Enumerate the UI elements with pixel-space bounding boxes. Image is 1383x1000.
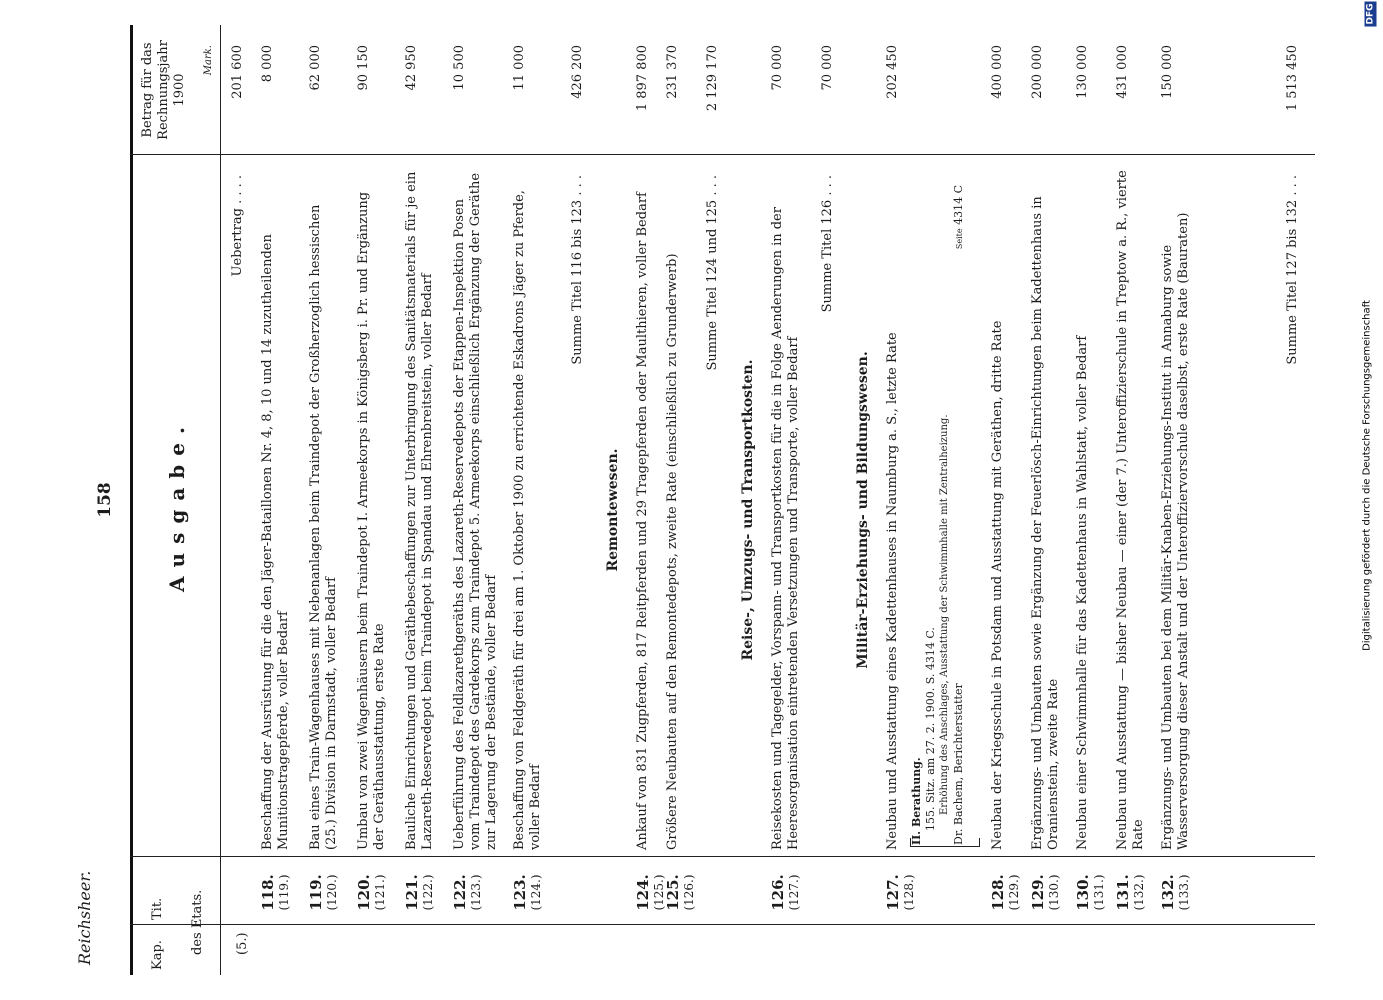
- subsection-title: Militär-Erziehungs- und Bildungswesen.: [855, 351, 871, 669]
- uebertrag-label: Uebertrag . . . .: [230, 175, 245, 277]
- note-line: 155. Sitz. am 27. 2. 1900. S. 4314 C.: [924, 627, 937, 831]
- row-amount: 130 000: [1075, 45, 1090, 99]
- row-amount: 400 000: [990, 45, 1005, 99]
- row-amount: 42 950: [404, 45, 419, 91]
- title-number: 123. (124.): [511, 874, 543, 911]
- uebertrag-amount: 201 600: [230, 45, 245, 99]
- row-text: Neubau der Kriegsschule in Potsdam und Ausstattung mit Geräthen, dritte Rate: [990, 320, 1005, 850]
- row-text: Ergänzungs- und Umbauten sowie Ergänzung der Feuerlösch-Einrichtungen beim Kadettenhaus in Oranienstein, zweite Rate: [1030, 196, 1061, 850]
- page-number: 158: [95, 482, 115, 518]
- subsection-title: Remontewesen.: [605, 448, 621, 572]
- title-number: 132. (133.): [1159, 874, 1191, 911]
- note-line: [952, 185, 967, 845]
- row-text: Bauliche Einrichtungen und Geräthebeschaffungen zur Unterbringung des Sanitätsmaterials für je ein Lazareth-Reservedepot beim Traindepot in Spandau und Ehrenbreitstein, voller Bedarf: [404, 171, 435, 850]
- title-number: 125. (126.): [664, 874, 696, 911]
- row-text: Beschaffung der Ausrüstung für die den Jäger-Bataillonen Nr. 4, 8, 10 und 14 zuzutheilenden Munitionstragepferde, voller Bedarf: [260, 234, 291, 850]
- title-number: 118. (119.): [259, 874, 291, 911]
- row-text: Bau eines Train-Wagenhauses mit Nebenanlagen beim Traindepot der Großherzoglich hessischen (25.) Division in Darmstadt, voller Bedarf: [308, 204, 339, 850]
- row-amount: 431 000: [1115, 45, 1130, 99]
- row-amount: 231 370: [665, 45, 680, 99]
- row-amount: 202 450: [885, 45, 900, 99]
- subsection-title: Reise-, Umzugs- und Transportkosten.: [740, 359, 756, 661]
- row-amount: 70 000: [770, 45, 785, 91]
- row-text: Neubau einer Schwimmhalle für das Kadettenhaus in Wahlstatt, voller Bedarf: [1075, 335, 1090, 850]
- title-number: 127. (128.): [884, 874, 916, 911]
- row-amount: 1 897 800: [635, 45, 650, 112]
- header-bottom-rule: [220, 25, 221, 975]
- col-rule: [130, 154, 1315, 155]
- col-rule: [130, 924, 1315, 925]
- sum-amount: 426 200: [570, 45, 585, 99]
- header-rule: [130, 25, 133, 975]
- debate-note: [910, 185, 967, 845]
- title-number: 130. (131.): [1074, 874, 1106, 911]
- title-number: 124. (125.): [634, 874, 666, 911]
- sum-amount: 2 129 170: [705, 45, 720, 112]
- sum-label: Summe Titel 124 und 125 . . .: [705, 175, 720, 371]
- row-text: Neubau und Ausstattung eines Kadettenhauses in Naumburg a. S., letzte Rate: [885, 332, 900, 850]
- dfg-logo: DFG: [1365, 3, 1376, 25]
- col-rule: [130, 856, 1315, 857]
- title-number: 129. (130.): [1029, 874, 1061, 911]
- row-text: Reisekosten und Tagegelder, Vorspann- und Transportkosten für die in Folge Aenderungen in der Heeresorganisation eintretenden Versetzungen und Transporte, voller Bedarf: [770, 207, 801, 850]
- title-number: 122. (123.): [451, 874, 483, 911]
- note-title: II. Berathung.: [910, 757, 923, 845]
- sum-label: Summe Titel 127 bis 132 . . .: [1285, 175, 1300, 365]
- dfg-credit: [1352, 0, 1382, 1000]
- col-betrag: Betrag für das Rechnungsjahr 1900: [140, 40, 187, 140]
- section-title: Ausgabe.: [165, 418, 189, 592]
- dfg-credit-text: Digitalisierung gefördert durch die Deutsche Forschungsgemeinschaft: [1361, 300, 1373, 651]
- row-amount: 10 500: [452, 45, 467, 91]
- sum-amount: 1 513 450: [1285, 45, 1300, 112]
- title-number: 121. (122.): [403, 874, 435, 911]
- title-number: 119. (120.): [307, 874, 339, 911]
- row-amount: 8 000: [260, 45, 275, 83]
- col-kap: Kap.: [150, 940, 165, 970]
- rotated-page: [45, 25, 1315, 975]
- title-number: 131. (132.): [1114, 874, 1146, 911]
- col-mark: Mark.: [203, 45, 214, 76]
- row-text: Größere Neubauten auf den Remontedepots, zweite Rate (einschließlich zu Grunderwerb): [665, 253, 680, 850]
- row-text: Ergänzungs- und Umbauten bei dem Militär-Knaben-Erziehungs-Institut in Annaburg sowie Wasserversorgung dieser Anstalt und der Unteroffiziervorschule daselbst, erste Rate (Bauraten): [1160, 212, 1191, 850]
- row-text: Ankauf von 831 Zugpferden, 817 Reitpferden und 29 Tragepferden oder Maulthieren, voller Bedarf: [635, 192, 650, 850]
- col-tit: Tit.: [150, 897, 165, 920]
- title-number: 126. (127.): [769, 874, 801, 911]
- row-text: Neubau und Ausstattung — bisher Neubau — einer (der 7.) Unteroffizierschule in Treptow a. R., vierte Rate: [1115, 170, 1146, 850]
- row-text: Beschaffung von Feldgeräth für drei am 1. Oktober 1900 zu errichtende Eskadrons Jäger zu Pferde, voller Bedarf: [512, 190, 543, 850]
- sum-label: Summe Titel 116 bis 123 . . .: [570, 175, 585, 365]
- title-number: 128. (129.): [989, 874, 1021, 911]
- note-reporter: Dr. Bachem, Berichterstatter: [952, 683, 965, 845]
- col-des: des Etats.: [190, 889, 205, 955]
- row-amount: 150 000: [1160, 45, 1175, 99]
- row-amount: 200 000: [1030, 45, 1045, 99]
- row-text: Ueberführung des Feldlazarethgeräths des Lazareth-Reservedepots der Etappen-Inspektion Posen vom Traindepot des Gardekorps zum Traindepot 5. Armeekorps einschließlich Ergänzung der Geräthe zur Lagerung der Bestände, voller Bedarf: [452, 172, 499, 850]
- row-amount: 90 150: [356, 45, 371, 91]
- running-head: Reichsheer.: [75, 870, 94, 965]
- row-amount: 11 000: [512, 45, 527, 91]
- sum-label: Summe Titel 126 . . .: [820, 175, 835, 313]
- note-line: Erhöhung des Anschlages, Ausstattung der Schwimmhalle mit Zentralheizung.: [939, 414, 950, 815]
- title-number: 120. (121.): [355, 874, 387, 911]
- kap-number: (5.): [235, 932, 250, 955]
- row-amount: 62 000: [308, 45, 323, 91]
- sum-amount: 70 000: [820, 45, 835, 91]
- row-text: Umbau von zwei Wagenhäusern beim Traindepot I. Armeekorps in Königsberg i. Pr. und Ergänzung der Geräthausstattung, erste Rate: [356, 191, 387, 850]
- note-page-ref: Seite 4314 C: [952, 185, 965, 250]
